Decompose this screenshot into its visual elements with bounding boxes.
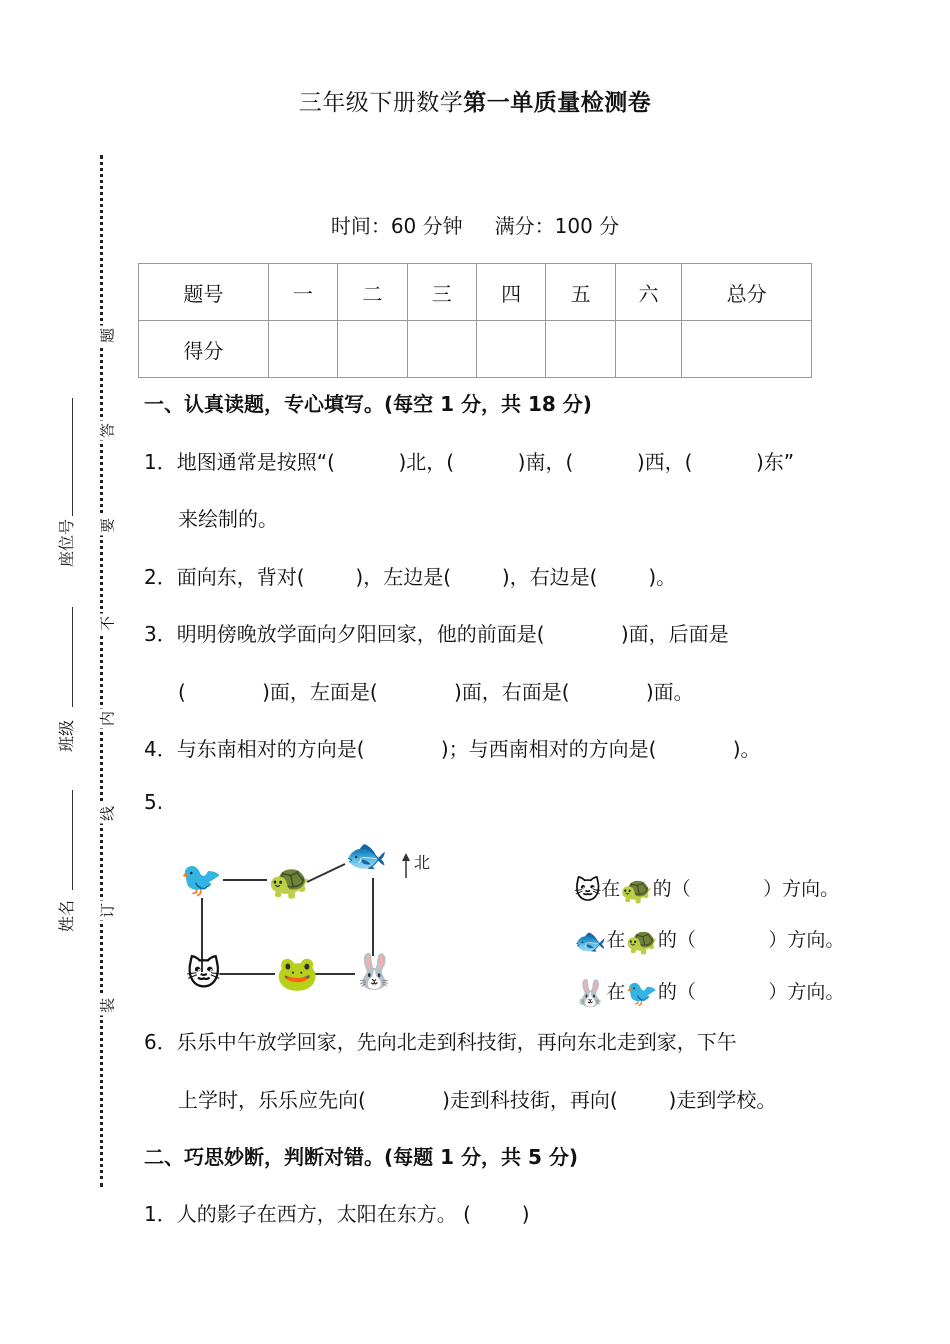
frog-icon: 🐸 bbox=[276, 954, 319, 994]
turtle-icon: 🐢 bbox=[620, 876, 653, 906]
score-header-cell: 一 bbox=[268, 264, 337, 321]
fish-icon: 🐟 bbox=[574, 927, 607, 957]
seat-number-blank[interactable] bbox=[72, 398, 73, 516]
north-label: 北 bbox=[414, 853, 431, 872]
title-bold: 第一单质量检测卷 bbox=[463, 90, 652, 116]
score-header-cell: 总分 bbox=[682, 264, 812, 321]
picture-question-c-mid: 在 bbox=[606, 981, 626, 1003]
score-table-score-row bbox=[139, 321, 812, 378]
name-label: 姓名 bbox=[57, 899, 76, 932]
margin-char: 题 bbox=[97, 326, 118, 346]
margin-char: 答 bbox=[97, 421, 118, 441]
score-header-cell: 六 bbox=[615, 264, 681, 321]
binding-dotted-line bbox=[100, 155, 103, 1187]
question-1-line1: 1．地图通常是按照“( )北，( )南，( )西，( )东” bbox=[144, 450, 795, 474]
margin-char: 装 bbox=[97, 996, 118, 1016]
margin-char: 不 bbox=[97, 614, 118, 634]
picture-question-a-mid: 在 bbox=[601, 878, 621, 900]
margin-char: 内 bbox=[97, 709, 118, 729]
question-4: 4．与东南相对的方向是( )；与西南相对的方向是( )。 bbox=[144, 737, 761, 761]
score-header-cell: 五 bbox=[546, 264, 615, 321]
bird-icon: 🐦 bbox=[180, 860, 223, 900]
picture-question-a bbox=[562, 852, 839, 906]
exam-time: 时间：60 分钟 bbox=[330, 214, 463, 238]
score-table-header-row bbox=[139, 264, 812, 321]
bird-icon: 🐦 bbox=[625, 979, 658, 1009]
score-cell[interactable] bbox=[268, 321, 337, 378]
turtle-icon: 🐢 bbox=[268, 862, 311, 902]
question-6-line2: 上学时，乐乐应先向( )走到科技街，再向( )走到学校。 bbox=[178, 1088, 777, 1112]
cat-icon: 🐱 bbox=[186, 954, 222, 994]
rabbit-icon: 🐰 bbox=[574, 979, 607, 1009]
section1-heading: 一、认真读题，专心填写。(每空 1 分，共 18 分) bbox=[144, 392, 592, 416]
cat-icon: 🐱 bbox=[574, 876, 602, 906]
picture-question-b bbox=[562, 903, 844, 957]
fish-icon: 🐟 bbox=[345, 836, 388, 876]
rabbit-icon: 🐰 bbox=[353, 952, 396, 992]
exam-meta bbox=[0, 210, 950, 239]
score-header-cell: 三 bbox=[407, 264, 476, 321]
seat-number-label: 座位号 bbox=[57, 518, 76, 567]
margin-char: 订 bbox=[97, 901, 118, 921]
score-cell[interactable] bbox=[546, 321, 615, 378]
section2-question-1: 1．人的影子在西方，太阳在东方。 ( ) bbox=[144, 1202, 530, 1226]
margin-char: 要 bbox=[97, 516, 118, 536]
picture-question-a-tail: 的（ ）方向。 bbox=[652, 878, 840, 900]
title-normal: 三年级下册数学 bbox=[298, 90, 464, 116]
score-table bbox=[138, 263, 812, 378]
score-cell[interactable] bbox=[615, 321, 681, 378]
margin-char: 线 bbox=[97, 804, 118, 824]
score-row-label: 得分 bbox=[139, 321, 269, 378]
picture-question-c bbox=[562, 955, 844, 1009]
score-cell[interactable] bbox=[476, 321, 545, 378]
score-header-cell: 题号 bbox=[139, 264, 269, 321]
picture-question-b-tail: 的（ ）方向。 bbox=[657, 929, 845, 951]
question-5: 5. bbox=[144, 790, 164, 814]
class-label: 班级 bbox=[57, 719, 76, 752]
picture-question-b-mid: 在 bbox=[606, 929, 626, 951]
page-title bbox=[0, 84, 950, 117]
name-blank[interactable] bbox=[72, 790, 73, 890]
turtle-icon: 🐢 bbox=[625, 927, 658, 957]
section2-heading: 二、巧思妙断，判断对错。(每题 1 分，共 5 分) bbox=[144, 1145, 578, 1169]
exam-full-score: 满分：100 分 bbox=[494, 214, 620, 238]
score-cell[interactable] bbox=[407, 321, 476, 378]
score-cell[interactable] bbox=[338, 321, 407, 378]
score-cell[interactable] bbox=[682, 321, 812, 378]
question-6-line1: 6．乐乐中午放学回家，先向北走到科技街，再向东北走到家，下午 bbox=[144, 1030, 737, 1054]
score-header-cell: 二 bbox=[338, 264, 407, 321]
question-3-line2: ( )面，左面是( )面，右面是( )面。 bbox=[178, 680, 694, 704]
question-3-line1: 3．明明傍晚放学面向夕阳回家，他的前面是( )面，后面是 bbox=[144, 622, 729, 646]
question-2: 2．面向东，背对( )，左边是( )，右边是( )。 bbox=[144, 565, 677, 589]
question-1-line2: 来绘制的。 bbox=[178, 507, 278, 531]
picture-question-c-tail: 的（ ）方向。 bbox=[657, 981, 845, 1003]
score-header-cell: 四 bbox=[476, 264, 545, 321]
class-blank[interactable] bbox=[72, 607, 73, 707]
